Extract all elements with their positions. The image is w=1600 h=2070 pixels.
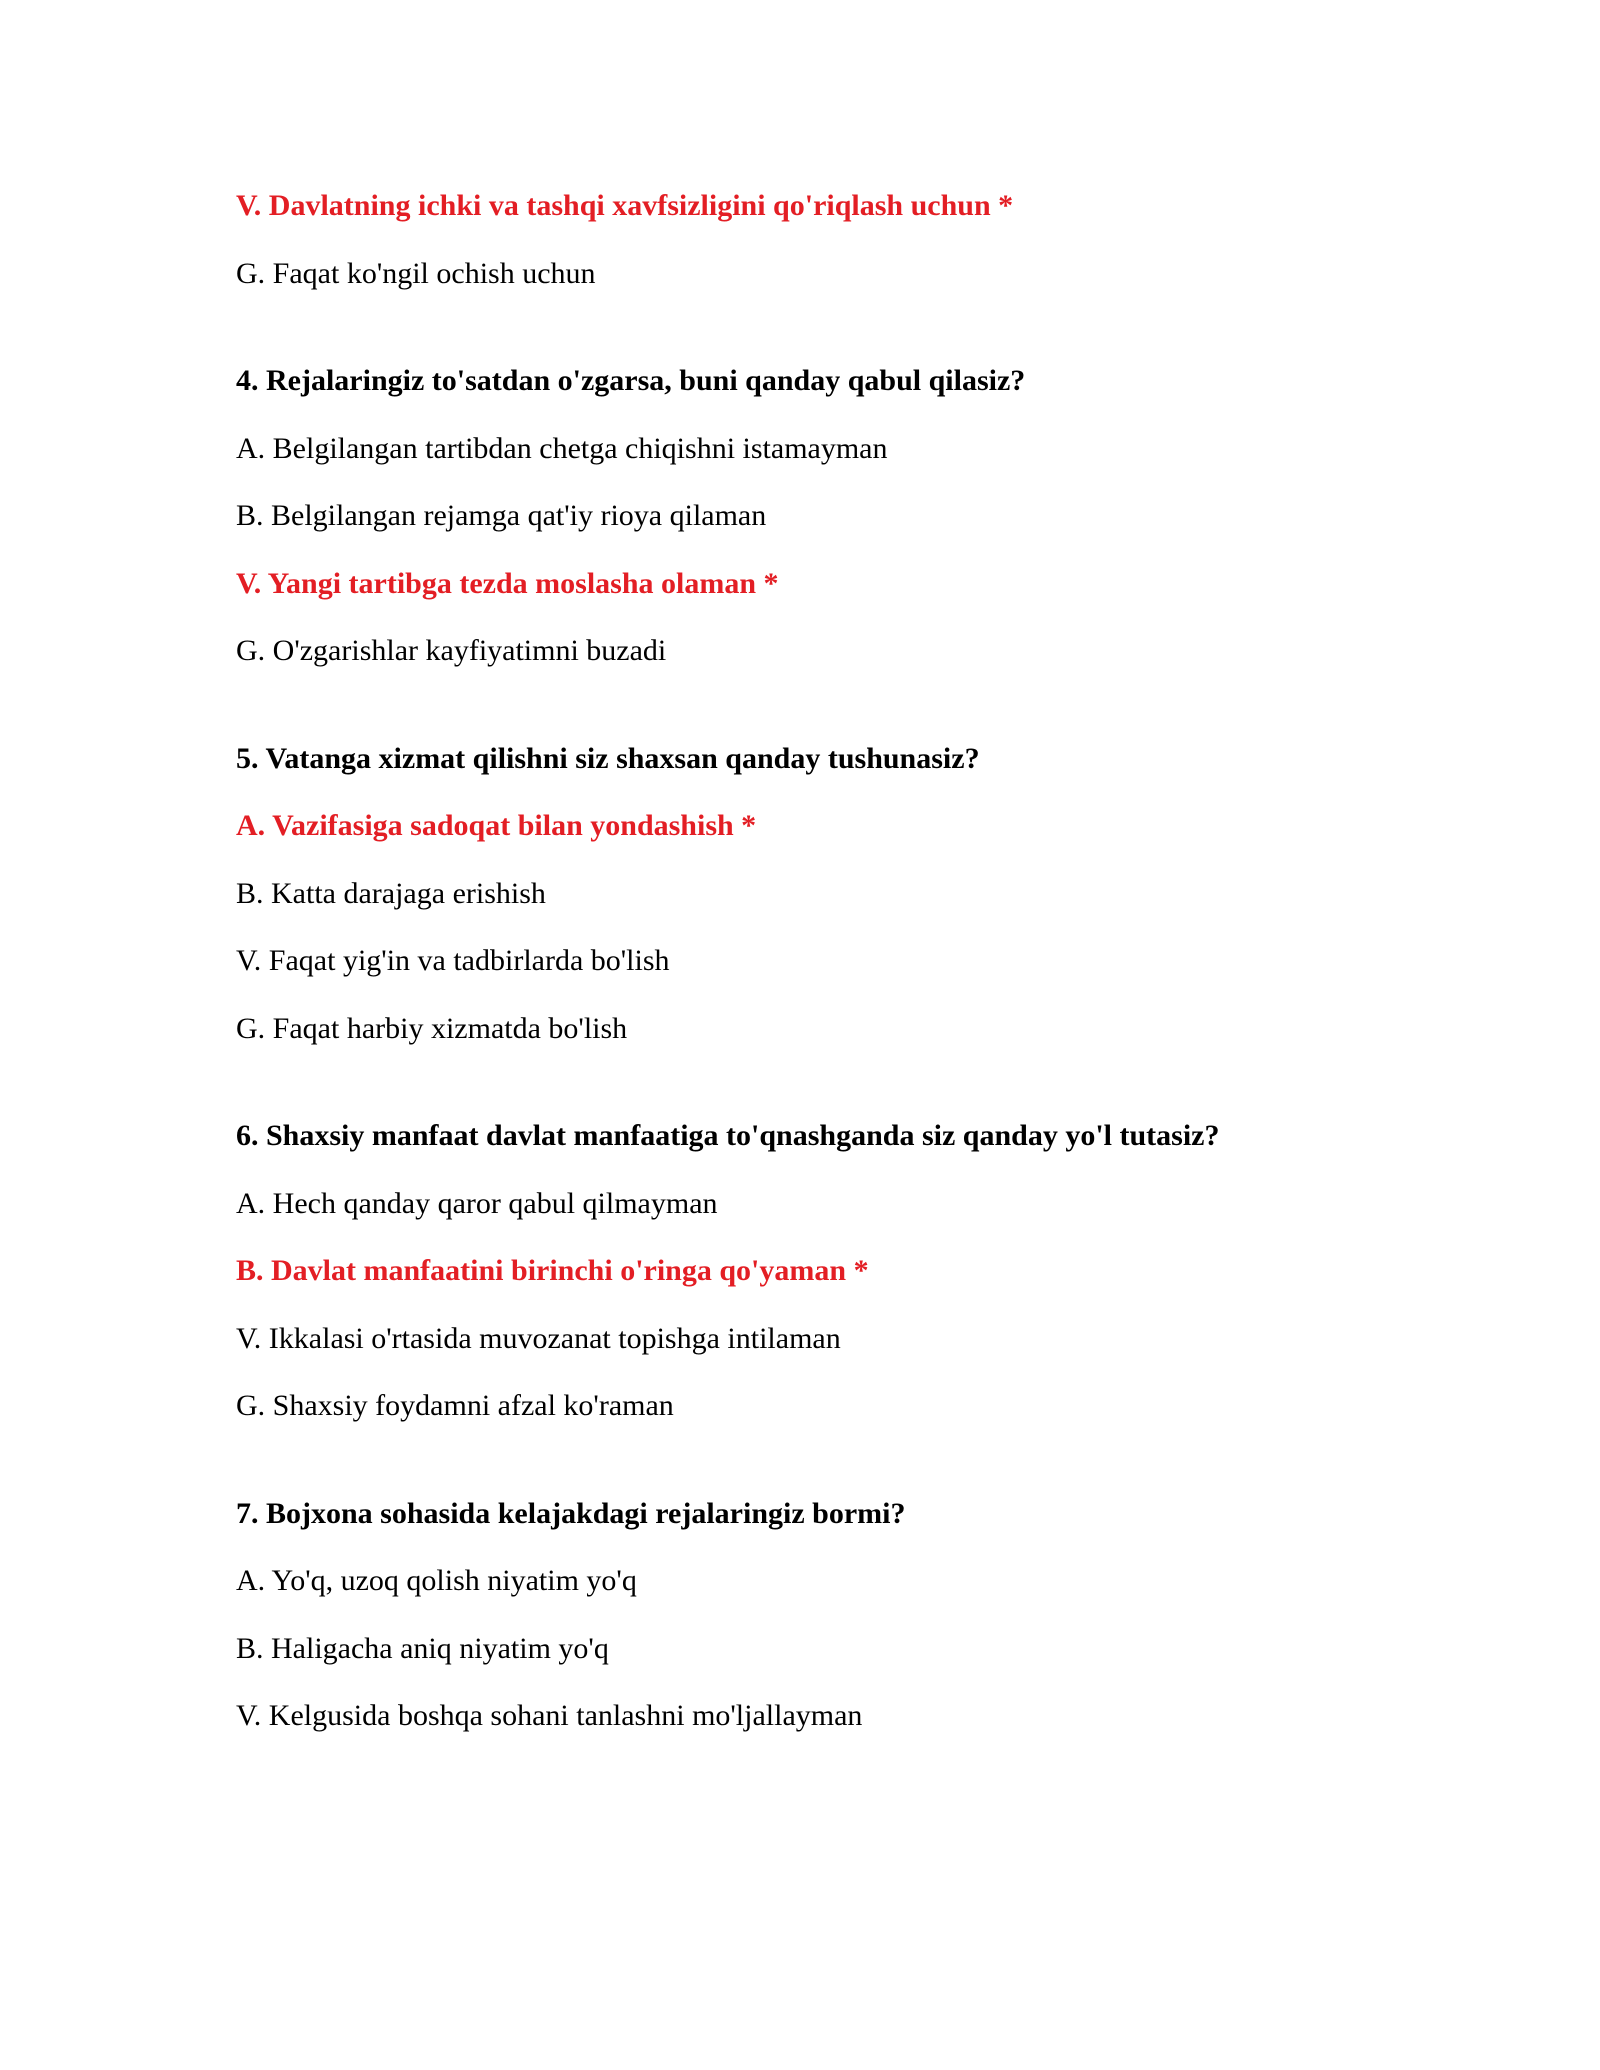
answer-option: G. Shaxsiy foydamni afzal ko'raman bbox=[236, 1389, 674, 1422]
answer-option: V. Kelgusida boshqa sohani tanlashni mo'ljallayman bbox=[236, 1699, 863, 1732]
answer-option: B. Belgilangan rejamga qat'iy rioya qilaman bbox=[236, 499, 767, 532]
answer-option: B. Haligacha aniq niyatim yo'q bbox=[236, 1631, 609, 1665]
question-block bbox=[236, 361, 1436, 671]
question-text: 7. Bojxona sohasida kelajakdagi rejalaringiz bormi? bbox=[236, 1496, 906, 1530]
answer-option: G. O'zgarishlar kayfiyatimni buzadi bbox=[236, 634, 667, 667]
question-text: 5. Vatanga xizmat qilishni siz shaxsan qanday tushunasiz? bbox=[236, 741, 980, 775]
answer-option: G. Faqat harbiy xizmatda bo'lish bbox=[236, 1011, 628, 1045]
question-block bbox=[236, 1116, 1436, 1426]
quiz-content bbox=[236, 186, 1436, 1764]
correct-answer-option: B. Davlat manfaatini birinchi o'ringa qo'yaman * bbox=[236, 1254, 869, 1287]
answer-option: A. Yo'q, uzoq qolish niyatim yo'q bbox=[236, 1564, 637, 1597]
answer-option: A. Belgilangan tartibdan chetga chiqishni istamayman bbox=[236, 431, 888, 465]
answer-option: V. Ikkalasi o'rtasida muvozanat topishga intilaman bbox=[236, 1321, 841, 1355]
question-block bbox=[236, 186, 1436, 294]
question-block bbox=[236, 739, 1436, 1049]
question-text: 6. Shaxsiy manfaat davlat manfaatiga to'qnashganda siz qanday yo'l tutasiz? bbox=[236, 1119, 1220, 1152]
correct-answer-option: A. Vazifasiga sadoqat bilan yondashish * bbox=[236, 809, 757, 842]
answer-option: A. Hech qanday qaror qabul qilmayman bbox=[236, 1186, 718, 1220]
question-text: 4. Rejalaringiz to'satdan o'zgarsa, buni qanday qabul qilasiz? bbox=[236, 364, 1026, 397]
answer-option: G. Faqat ko'ngil ochish uchun bbox=[236, 256, 596, 290]
question-block bbox=[236, 1494, 1436, 1737]
answer-option: B. Katta darajaga erishish bbox=[236, 876, 546, 910]
correct-answer-option: V. Davlatning ichki va tashqi xavfsizligini qo'riqlash uchun * bbox=[236, 189, 1014, 222]
correct-answer-option: V. Yangi tartibga tezda moslasha olaman * bbox=[236, 566, 779, 600]
answer-option: V. Faqat yig'in va tadbirlarda bo'lish bbox=[236, 944, 670, 977]
